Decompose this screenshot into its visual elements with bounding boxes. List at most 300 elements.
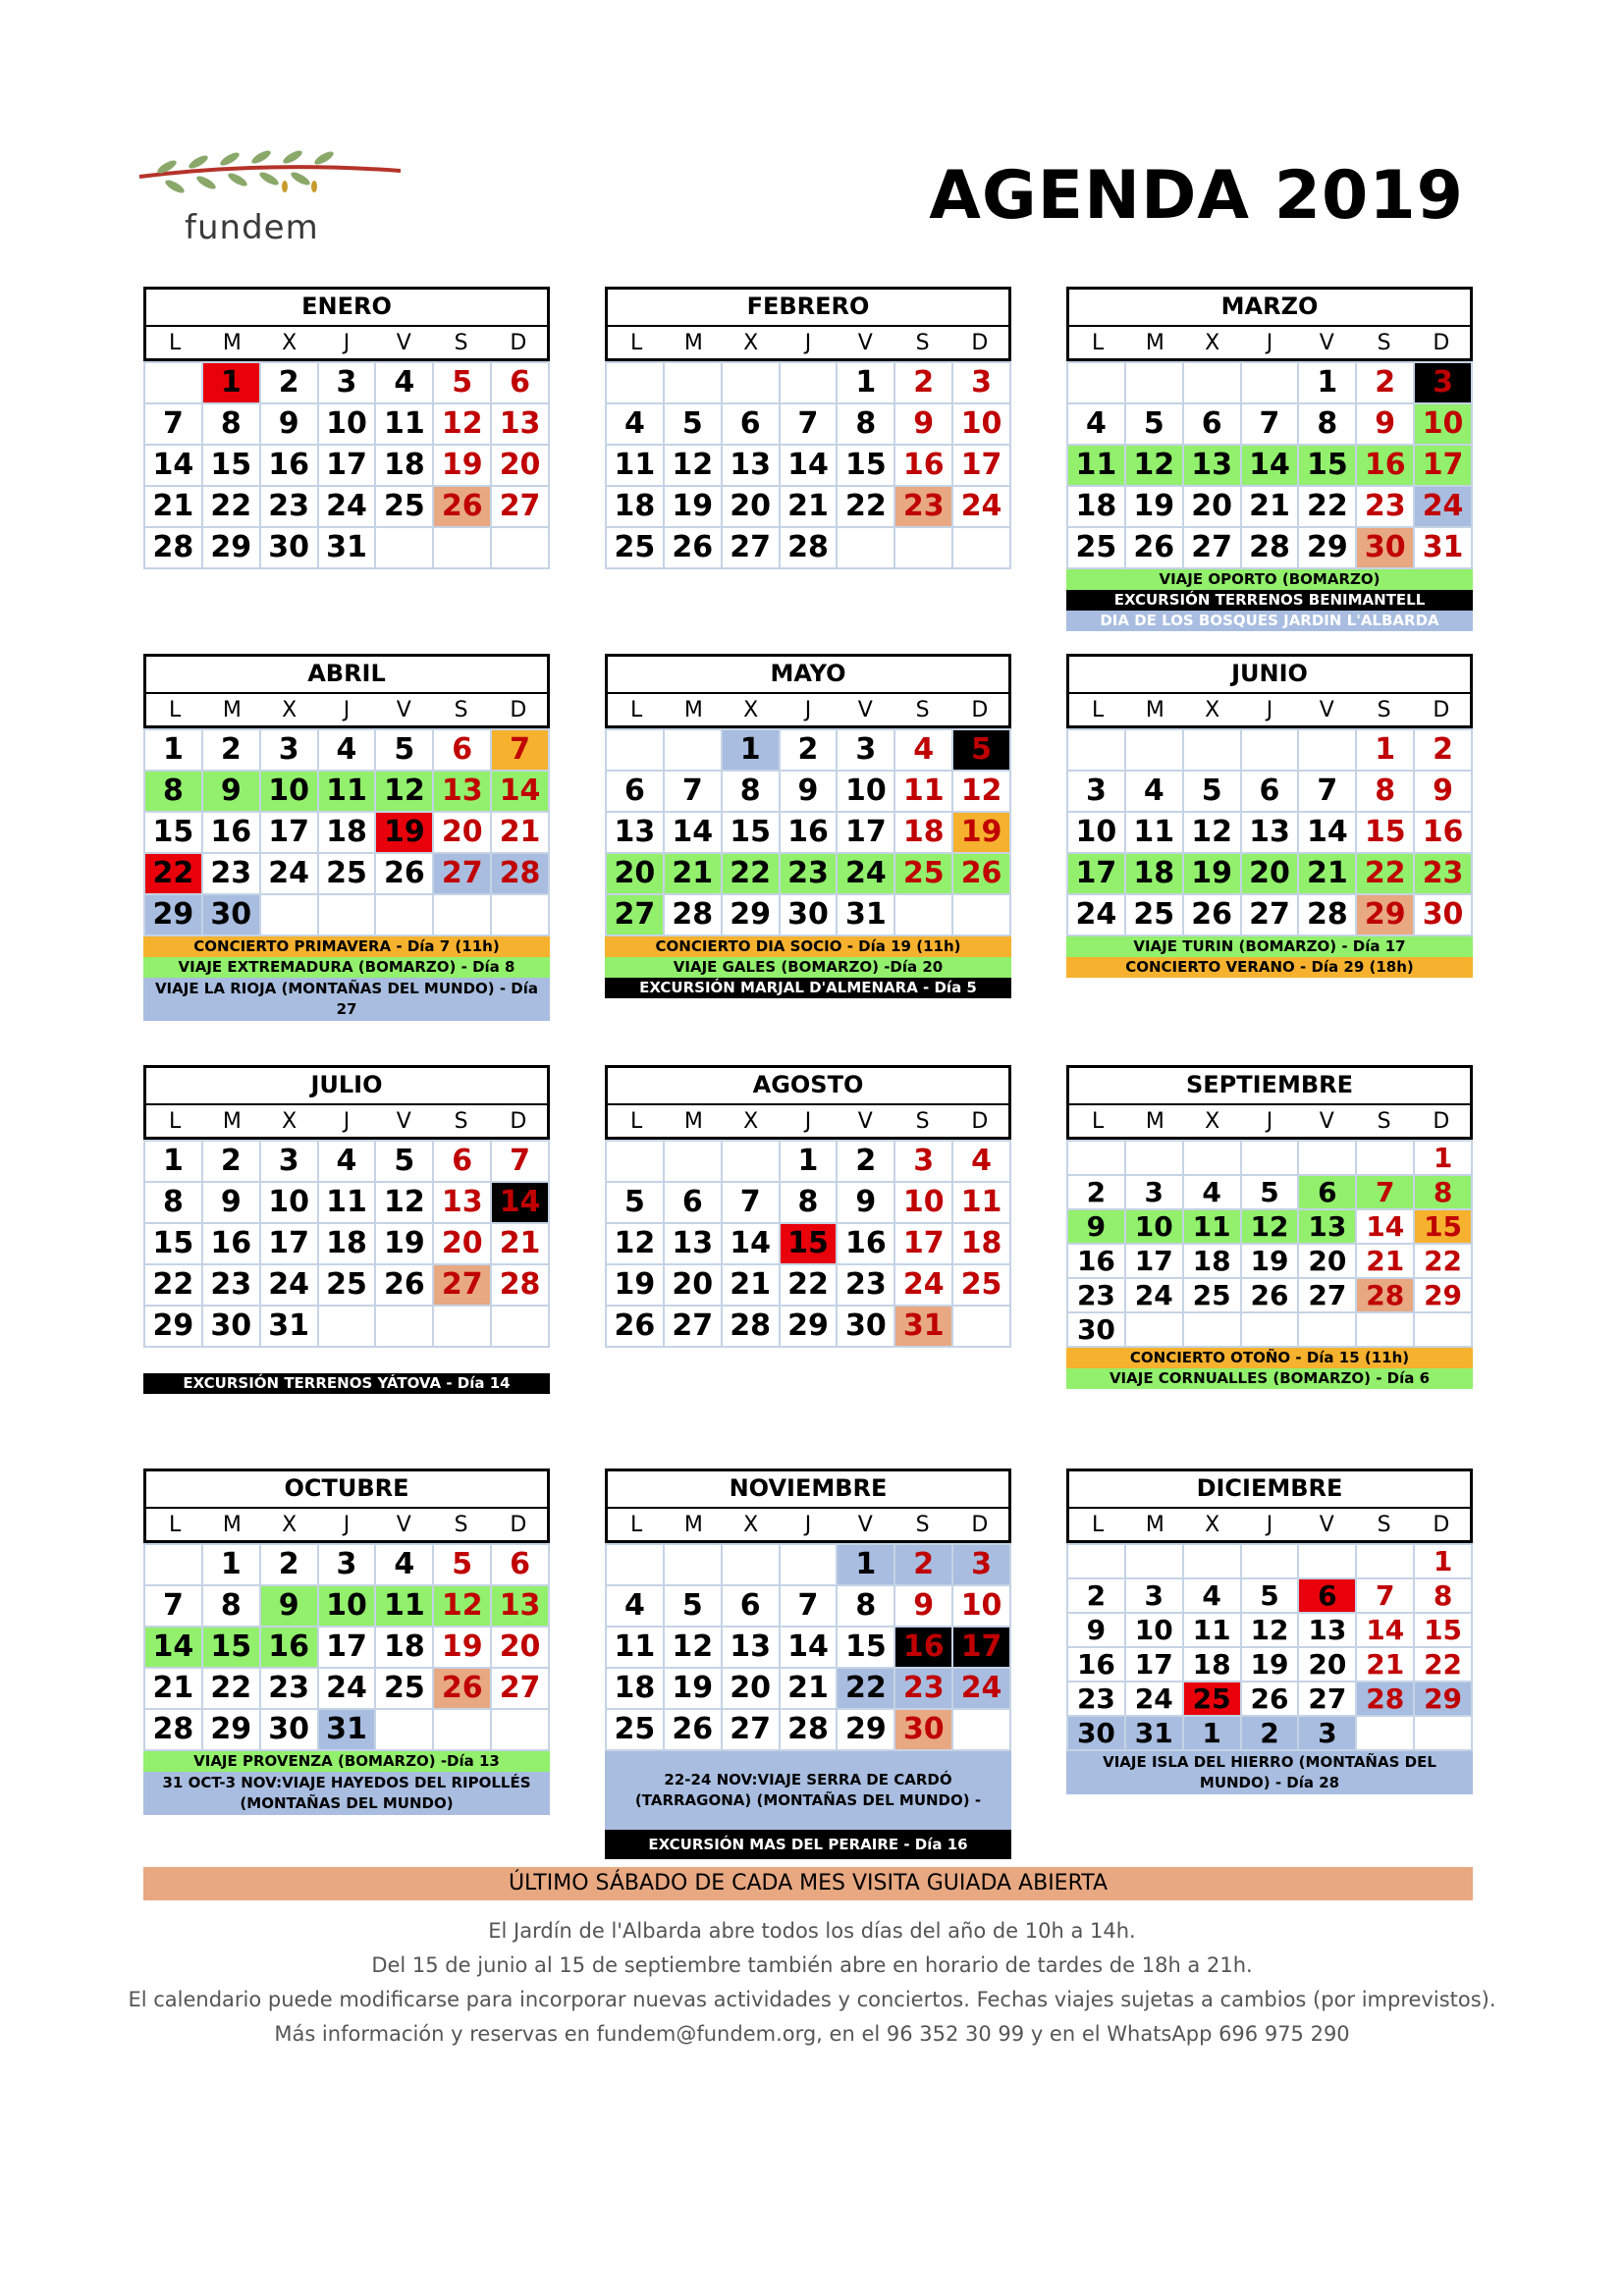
empty-day-cell: [1242, 730, 1300, 772]
day-cell: 18: [895, 813, 953, 854]
day-cell: 11: [1068, 446, 1126, 487]
weekday-label: J: [343, 331, 351, 355]
day-cell: 14: [1299, 813, 1357, 854]
month-header: [143, 654, 550, 728]
day-cell: 23: [781, 854, 839, 895]
day-cell: 20: [492, 446, 550, 487]
day-cell: 23: [895, 1669, 953, 1710]
day-cell: 27: [723, 1710, 781, 1751]
day-cell: 6: [1299, 1579, 1357, 1614]
day-cell: 21: [1357, 1648, 1415, 1682]
weekday-label: J: [343, 1513, 351, 1537]
day-cell: 19: [665, 1669, 723, 1710]
day-cell: 14: [1357, 1210, 1415, 1245]
footer-line: Del 15 de junio al 15 de septiembre también abre en horario de tardes de 18h a 21h.: [371, 1953, 1253, 1977]
event-bar: VIAJE OPORTO (BOMARZO): [1066, 569, 1473, 590]
month-header: [605, 654, 1011, 728]
event-bar: EXCURSIÓN TERRENOS BENIMANTELL: [1066, 590, 1473, 611]
day-cell: 19: [1242, 1245, 1300, 1279]
weekday-label: D: [971, 331, 989, 355]
day-cell: 3: [953, 1545, 1011, 1586]
month-name: FEBRERO: [746, 293, 870, 320]
month-noviembre: [605, 1468, 1011, 1859]
day-cell: 2: [203, 730, 261, 772]
day-cell: 6: [434, 1142, 492, 1183]
weekday-label: S: [454, 331, 468, 355]
day-cell: 15: [203, 1628, 261, 1669]
day-cell: 31: [261, 1307, 319, 1348]
day-cell: 17: [953, 446, 1011, 487]
day-cell: 2: [1357, 363, 1415, 404]
empty-day-cell: [434, 1307, 492, 1348]
day-cell: 27: [1184, 528, 1242, 569]
day-grid: [143, 361, 550, 569]
day-cell: 7: [492, 1142, 550, 1183]
day-cell: 13: [1299, 1210, 1357, 1245]
day-cell: 7: [665, 772, 723, 813]
weekday-label: S: [915, 1513, 930, 1537]
weekday-label: V: [857, 331, 873, 355]
day-cell: 1: [1415, 1142, 1473, 1176]
day-cell: 15: [1415, 1210, 1473, 1245]
day-cell: 11: [319, 772, 377, 813]
month-name: MARZO: [1220, 293, 1319, 320]
day-grid: [143, 1543, 550, 1751]
day-cell: 3: [1299, 1717, 1357, 1751]
weekday-label: D: [510, 1513, 527, 1537]
day-cell: 1: [838, 1545, 895, 1586]
weekday-label: X: [1205, 331, 1220, 355]
day-cell: 22: [145, 1265, 203, 1307]
footer-line: El calendario puede modificarse para incorporar nuevas actividades y conciertos. Fechas viajes sujetas a cambios (por imprevistos).: [128, 1988, 1496, 2011]
weekday-label: J: [343, 698, 351, 722]
day-cell: 9: [895, 1586, 953, 1628]
empty-day-cell: [953, 1710, 1011, 1751]
day-cell: 26: [665, 528, 723, 569]
day-cell: 15: [1357, 813, 1415, 854]
day-cell: 29: [838, 1710, 895, 1751]
month-header: [143, 1065, 550, 1140]
day-cell: 2: [1415, 730, 1473, 772]
empty-day-cell: [492, 1710, 550, 1751]
weekday-label: M: [1145, 698, 1164, 722]
day-cell: 4: [1068, 404, 1126, 446]
weekday-label: L: [169, 698, 182, 722]
day-cell: 10: [953, 404, 1011, 446]
empty-day-cell: [953, 895, 1011, 936]
day-cell: 27: [1299, 1682, 1357, 1717]
day-cell: 9: [781, 772, 839, 813]
empty-day-cell: [1357, 1545, 1415, 1579]
day-cell: 4: [1184, 1579, 1242, 1614]
day-cell: 4: [1184, 1176, 1242, 1210]
day-cell: 8: [1357, 772, 1415, 813]
event-bar: DIA DE LOS BOSQUES JARDIN L'ALBARDA: [1066, 611, 1473, 631]
day-cell: 2: [1068, 1579, 1126, 1614]
day-cell: 24: [1068, 895, 1126, 936]
day-cell: 14: [723, 1224, 781, 1265]
day-cell: 13: [492, 404, 550, 446]
day-grid: [605, 1140, 1011, 1348]
day-cell: 12: [1242, 1210, 1300, 1245]
day-cell: 22: [1357, 854, 1415, 895]
day-cell: 10: [838, 772, 895, 813]
day-cell: 13: [723, 446, 781, 487]
day-cell: 8: [203, 1586, 261, 1628]
weekday-label: V: [1319, 331, 1334, 355]
weekday-row: [146, 692, 547, 727]
month-julio: [143, 1065, 550, 1394]
day-cell: 6: [1242, 772, 1300, 813]
event-bar: VIAJE PROVENZA (BOMARZO) -Día 13: [143, 1751, 550, 1772]
event-bar: CONCIERTO VERANO - Día 29 (18h): [1066, 957, 1473, 978]
day-cell: 28: [665, 895, 723, 936]
day-cell: 28: [781, 1710, 839, 1751]
month-name: MAYO: [770, 660, 846, 687]
day-cell: 12: [376, 1183, 434, 1224]
day-cell: 1: [1357, 730, 1415, 772]
weekday-label: J: [804, 1109, 812, 1134]
month-enero: [143, 287, 550, 569]
day-cell: 12: [434, 1586, 492, 1628]
day-cell: 29: [203, 528, 261, 569]
empty-day-cell: [1126, 730, 1184, 772]
day-cell: 30: [781, 895, 839, 936]
day-cell: 4: [376, 363, 434, 404]
day-cell: 18: [319, 813, 377, 854]
empty-day-cell: [607, 730, 665, 772]
day-cell: 23: [1415, 854, 1473, 895]
day-cell: 1: [1299, 363, 1357, 404]
weekday-row: [146, 1103, 547, 1139]
day-cell: 11: [376, 404, 434, 446]
day-cell: 14: [781, 446, 839, 487]
weekday-row: [608, 325, 1008, 360]
day-cell: 18: [1184, 1245, 1242, 1279]
weekday-label: S: [915, 331, 930, 355]
weekday-label: M: [683, 1513, 703, 1537]
day-cell: 11: [1184, 1210, 1242, 1245]
month-name: JULIO: [310, 1071, 383, 1098]
day-cell: 9: [203, 772, 261, 813]
event-bar: VIAJE ISLA DEL HIERRO (MONTAÑAS DEL MUNDO) - Día 28: [1066, 1751, 1473, 1794]
empty-day-cell: [607, 363, 665, 404]
month-name: NOVIEMBRE: [729, 1474, 888, 1502]
day-cell: 24: [1415, 487, 1473, 528]
day-cell: 28: [1357, 1682, 1415, 1717]
day-cell: 5: [607, 1183, 665, 1224]
day-cell: 3: [953, 363, 1011, 404]
day-cell: 27: [492, 487, 550, 528]
day-cell: 23: [1357, 487, 1415, 528]
day-cell: 22: [1415, 1245, 1473, 1279]
day-cell: 3: [1068, 772, 1126, 813]
day-cell: 5: [434, 1545, 492, 1586]
weekday-label: S: [915, 698, 930, 722]
empty-day-cell: [1184, 1545, 1242, 1579]
weekday-label: D: [1433, 331, 1450, 355]
logo-text: fundem: [185, 208, 319, 247]
day-cell: 30: [1068, 1313, 1126, 1348]
day-cell: 19: [1126, 487, 1184, 528]
weekday-label: M: [683, 698, 703, 722]
day-cell: 13: [607, 813, 665, 854]
weekday-label: V: [857, 1513, 873, 1537]
day-cell: 29: [1299, 528, 1357, 569]
day-cell: 16: [781, 813, 839, 854]
day-cell: 1: [838, 363, 895, 404]
day-cell: 28: [1299, 895, 1357, 936]
month-marzo: [1066, 287, 1473, 631]
month-header: [143, 1468, 550, 1543]
empty-day-cell: [376, 1710, 434, 1751]
day-cell: 21: [1242, 487, 1300, 528]
day-cell: 30: [1357, 528, 1415, 569]
weekday-label: S: [454, 698, 468, 722]
day-cell: 5: [1184, 772, 1242, 813]
day-cell: 6: [607, 772, 665, 813]
day-cell: 3: [261, 1142, 319, 1183]
weekday-label: X: [1205, 1109, 1220, 1134]
day-cell: 5: [376, 730, 434, 772]
day-cell: 29: [723, 895, 781, 936]
day-cell: 26: [376, 854, 434, 895]
month-diciembre: [1066, 1468, 1473, 1794]
day-cell: 20: [1242, 854, 1300, 895]
day-cell: 27: [434, 854, 492, 895]
day-cell: 27: [607, 895, 665, 936]
day-cell: 13: [434, 772, 492, 813]
weekday-label: L: [1092, 698, 1105, 722]
day-cell: 30: [203, 895, 261, 936]
empty-day-cell: [492, 1307, 550, 1348]
day-cell: 24: [1126, 1279, 1184, 1313]
day-cell: 12: [953, 772, 1011, 813]
empty-day-cell: [1242, 1142, 1300, 1176]
day-cell: 17: [319, 1628, 377, 1669]
day-cell: 2: [838, 1142, 895, 1183]
month-header: [1066, 654, 1473, 728]
day-cell: 5: [1242, 1176, 1300, 1210]
weekday-row: [1069, 325, 1470, 360]
day-cell: 12: [665, 1628, 723, 1669]
day-cell: 8: [203, 404, 261, 446]
day-cell: 15: [781, 1224, 839, 1265]
day-cell: 4: [1126, 772, 1184, 813]
empty-day-cell: [723, 363, 781, 404]
day-cell: 8: [723, 772, 781, 813]
day-cell: 10: [261, 1183, 319, 1224]
empty-day-cell: [665, 1545, 723, 1586]
empty-day-cell: [781, 1545, 839, 1586]
day-cell: 17: [261, 1224, 319, 1265]
weekday-label: L: [169, 1513, 182, 1537]
day-cell: 20: [723, 1669, 781, 1710]
day-cell: 16: [203, 813, 261, 854]
month-name: JUNIO: [1231, 660, 1308, 687]
day-cell: 5: [1242, 1579, 1300, 1614]
day-cell: 23: [261, 1669, 319, 1710]
weekday-label: X: [1205, 698, 1220, 722]
day-cell: 18: [1068, 487, 1126, 528]
empty-day-cell: [1068, 1142, 1126, 1176]
day-cell: 4: [319, 1142, 377, 1183]
weekday-label: S: [1377, 1513, 1391, 1537]
empty-day-cell: [607, 1545, 665, 1586]
day-cell: 5: [434, 363, 492, 404]
weekday-label: J: [1266, 331, 1273, 355]
event-bar: VIAJE CORNUALLES (BOMARZO) - Día 6: [1066, 1368, 1473, 1389]
day-cell: 13: [1242, 813, 1300, 854]
month-septiembre: [1066, 1065, 1473, 1389]
day-cell: 13: [492, 1586, 550, 1628]
day-cell: 14: [145, 1628, 203, 1669]
day-cell: 26: [607, 1307, 665, 1348]
day-cell: 10: [319, 404, 377, 446]
day-cell: 10: [319, 1586, 377, 1628]
day-cell: 7: [145, 404, 203, 446]
day-cell: 6: [492, 363, 550, 404]
day-cell: 29: [781, 1307, 839, 1348]
day-cell: 25: [376, 487, 434, 528]
day-cell: 17: [319, 446, 377, 487]
weekday-label: V: [1319, 698, 1334, 722]
day-cell: 31: [319, 528, 377, 569]
day-cell: 10: [1068, 813, 1126, 854]
day-cell: 27: [434, 1265, 492, 1307]
day-cell: 11: [376, 1586, 434, 1628]
day-cell: 4: [895, 730, 953, 772]
day-cell: 3: [1126, 1579, 1184, 1614]
day-cell: 14: [1242, 446, 1300, 487]
day-cell: 31: [895, 1307, 953, 1348]
day-cell: 5: [953, 730, 1011, 772]
empty-day-cell: [1415, 1717, 1473, 1751]
day-cell: 25: [376, 1669, 434, 1710]
day-cell: 11: [319, 1183, 377, 1224]
weekday-label: D: [971, 698, 989, 722]
day-cell: 4: [319, 730, 377, 772]
day-grid: [605, 361, 1011, 569]
weekday-label: L: [630, 331, 643, 355]
empty-day-cell: [434, 528, 492, 569]
day-cell: 9: [1068, 1614, 1126, 1648]
weekday-row: [1069, 692, 1470, 727]
day-cell: 5: [665, 404, 723, 446]
day-cell: 20: [434, 1224, 492, 1265]
weekday-label: D: [971, 1513, 989, 1537]
day-cell: 12: [1126, 446, 1184, 487]
day-cell: 10: [1126, 1614, 1184, 1648]
day-cell: 3: [1126, 1176, 1184, 1210]
day-grid: [1066, 1543, 1473, 1751]
day-cell: 18: [376, 446, 434, 487]
day-cell: 28: [492, 854, 550, 895]
empty-day-cell: [1357, 1313, 1415, 1348]
day-cell: 25: [607, 1710, 665, 1751]
weekday-label: L: [169, 331, 182, 355]
day-cell: 25: [1126, 895, 1184, 936]
day-cell: 17: [838, 813, 895, 854]
empty-day-cell: [1299, 730, 1357, 772]
empty-day-cell: [492, 528, 550, 569]
day-cell: 14: [492, 772, 550, 813]
day-cell: 3: [319, 363, 377, 404]
weekday-row: [608, 1103, 1008, 1139]
day-cell: 27: [1242, 895, 1300, 936]
day-cell: 20: [1299, 1245, 1357, 1279]
day-cell: 24: [261, 854, 319, 895]
day-cell: 12: [1242, 1614, 1300, 1648]
day-cell: 8: [145, 772, 203, 813]
weekday-label: X: [282, 1513, 298, 1537]
day-cell: 1: [203, 363, 261, 404]
day-cell: 29: [145, 1307, 203, 1348]
day-cell: 13: [434, 1183, 492, 1224]
day-cell: 8: [145, 1183, 203, 1224]
day-cell: 9: [838, 1183, 895, 1224]
empty-day-cell: [376, 895, 434, 936]
day-cell: 9: [1357, 404, 1415, 446]
day-cell: 1: [1184, 1717, 1242, 1751]
day-cell: 24: [838, 854, 895, 895]
day-cell: 16: [895, 446, 953, 487]
day-cell: 9: [261, 404, 319, 446]
day-cell: 15: [203, 446, 261, 487]
day-cell: 21: [1299, 854, 1357, 895]
day-cell: 6: [665, 1183, 723, 1224]
day-cell: 8: [838, 404, 895, 446]
weekday-label: V: [396, 698, 411, 722]
day-cell: 22: [723, 854, 781, 895]
day-cell: 7: [1242, 404, 1300, 446]
day-cell: 30: [1415, 895, 1473, 936]
weekday-row: [608, 692, 1008, 727]
day-cell: 1: [203, 1545, 261, 1586]
weekday-label: L: [169, 1109, 182, 1134]
empty-day-cell: [1126, 1313, 1184, 1348]
weekday-label: M: [1145, 1513, 1164, 1537]
day-cell: 8: [838, 1586, 895, 1628]
empty-day-cell: [1299, 1142, 1357, 1176]
day-cell: 14: [492, 1183, 550, 1224]
day-cell: 24: [953, 1669, 1011, 1710]
weekday-label: M: [1145, 331, 1164, 355]
day-cell: 6: [434, 730, 492, 772]
empty-day-cell: [1068, 1545, 1126, 1579]
empty-day-cell: [1184, 363, 1242, 404]
day-cell: 28: [723, 1307, 781, 1348]
day-cell: 24: [319, 1669, 377, 1710]
day-cell: 17: [1415, 446, 1473, 487]
fundem-logo: [137, 147, 403, 245]
empty-day-cell: [261, 895, 319, 936]
day-cell: 21: [665, 854, 723, 895]
month-header: [1066, 1468, 1473, 1543]
day-cell: 12: [665, 446, 723, 487]
event-bar: EXCURSIÓN MAS DEL PERAIRE - Día 16: [605, 1830, 1011, 1859]
day-cell: 19: [665, 487, 723, 528]
day-cell: 11: [607, 1628, 665, 1669]
weekday-label: L: [630, 1513, 643, 1537]
day-cell: 28: [145, 528, 203, 569]
day-grid: [1066, 1140, 1473, 1348]
month-name: OCTUBRE: [284, 1474, 409, 1502]
day-cell: 29: [203, 1710, 261, 1751]
weekday-label: S: [915, 1109, 930, 1134]
day-cell: 20: [434, 813, 492, 854]
weekday-label: L: [1092, 1513, 1105, 1537]
